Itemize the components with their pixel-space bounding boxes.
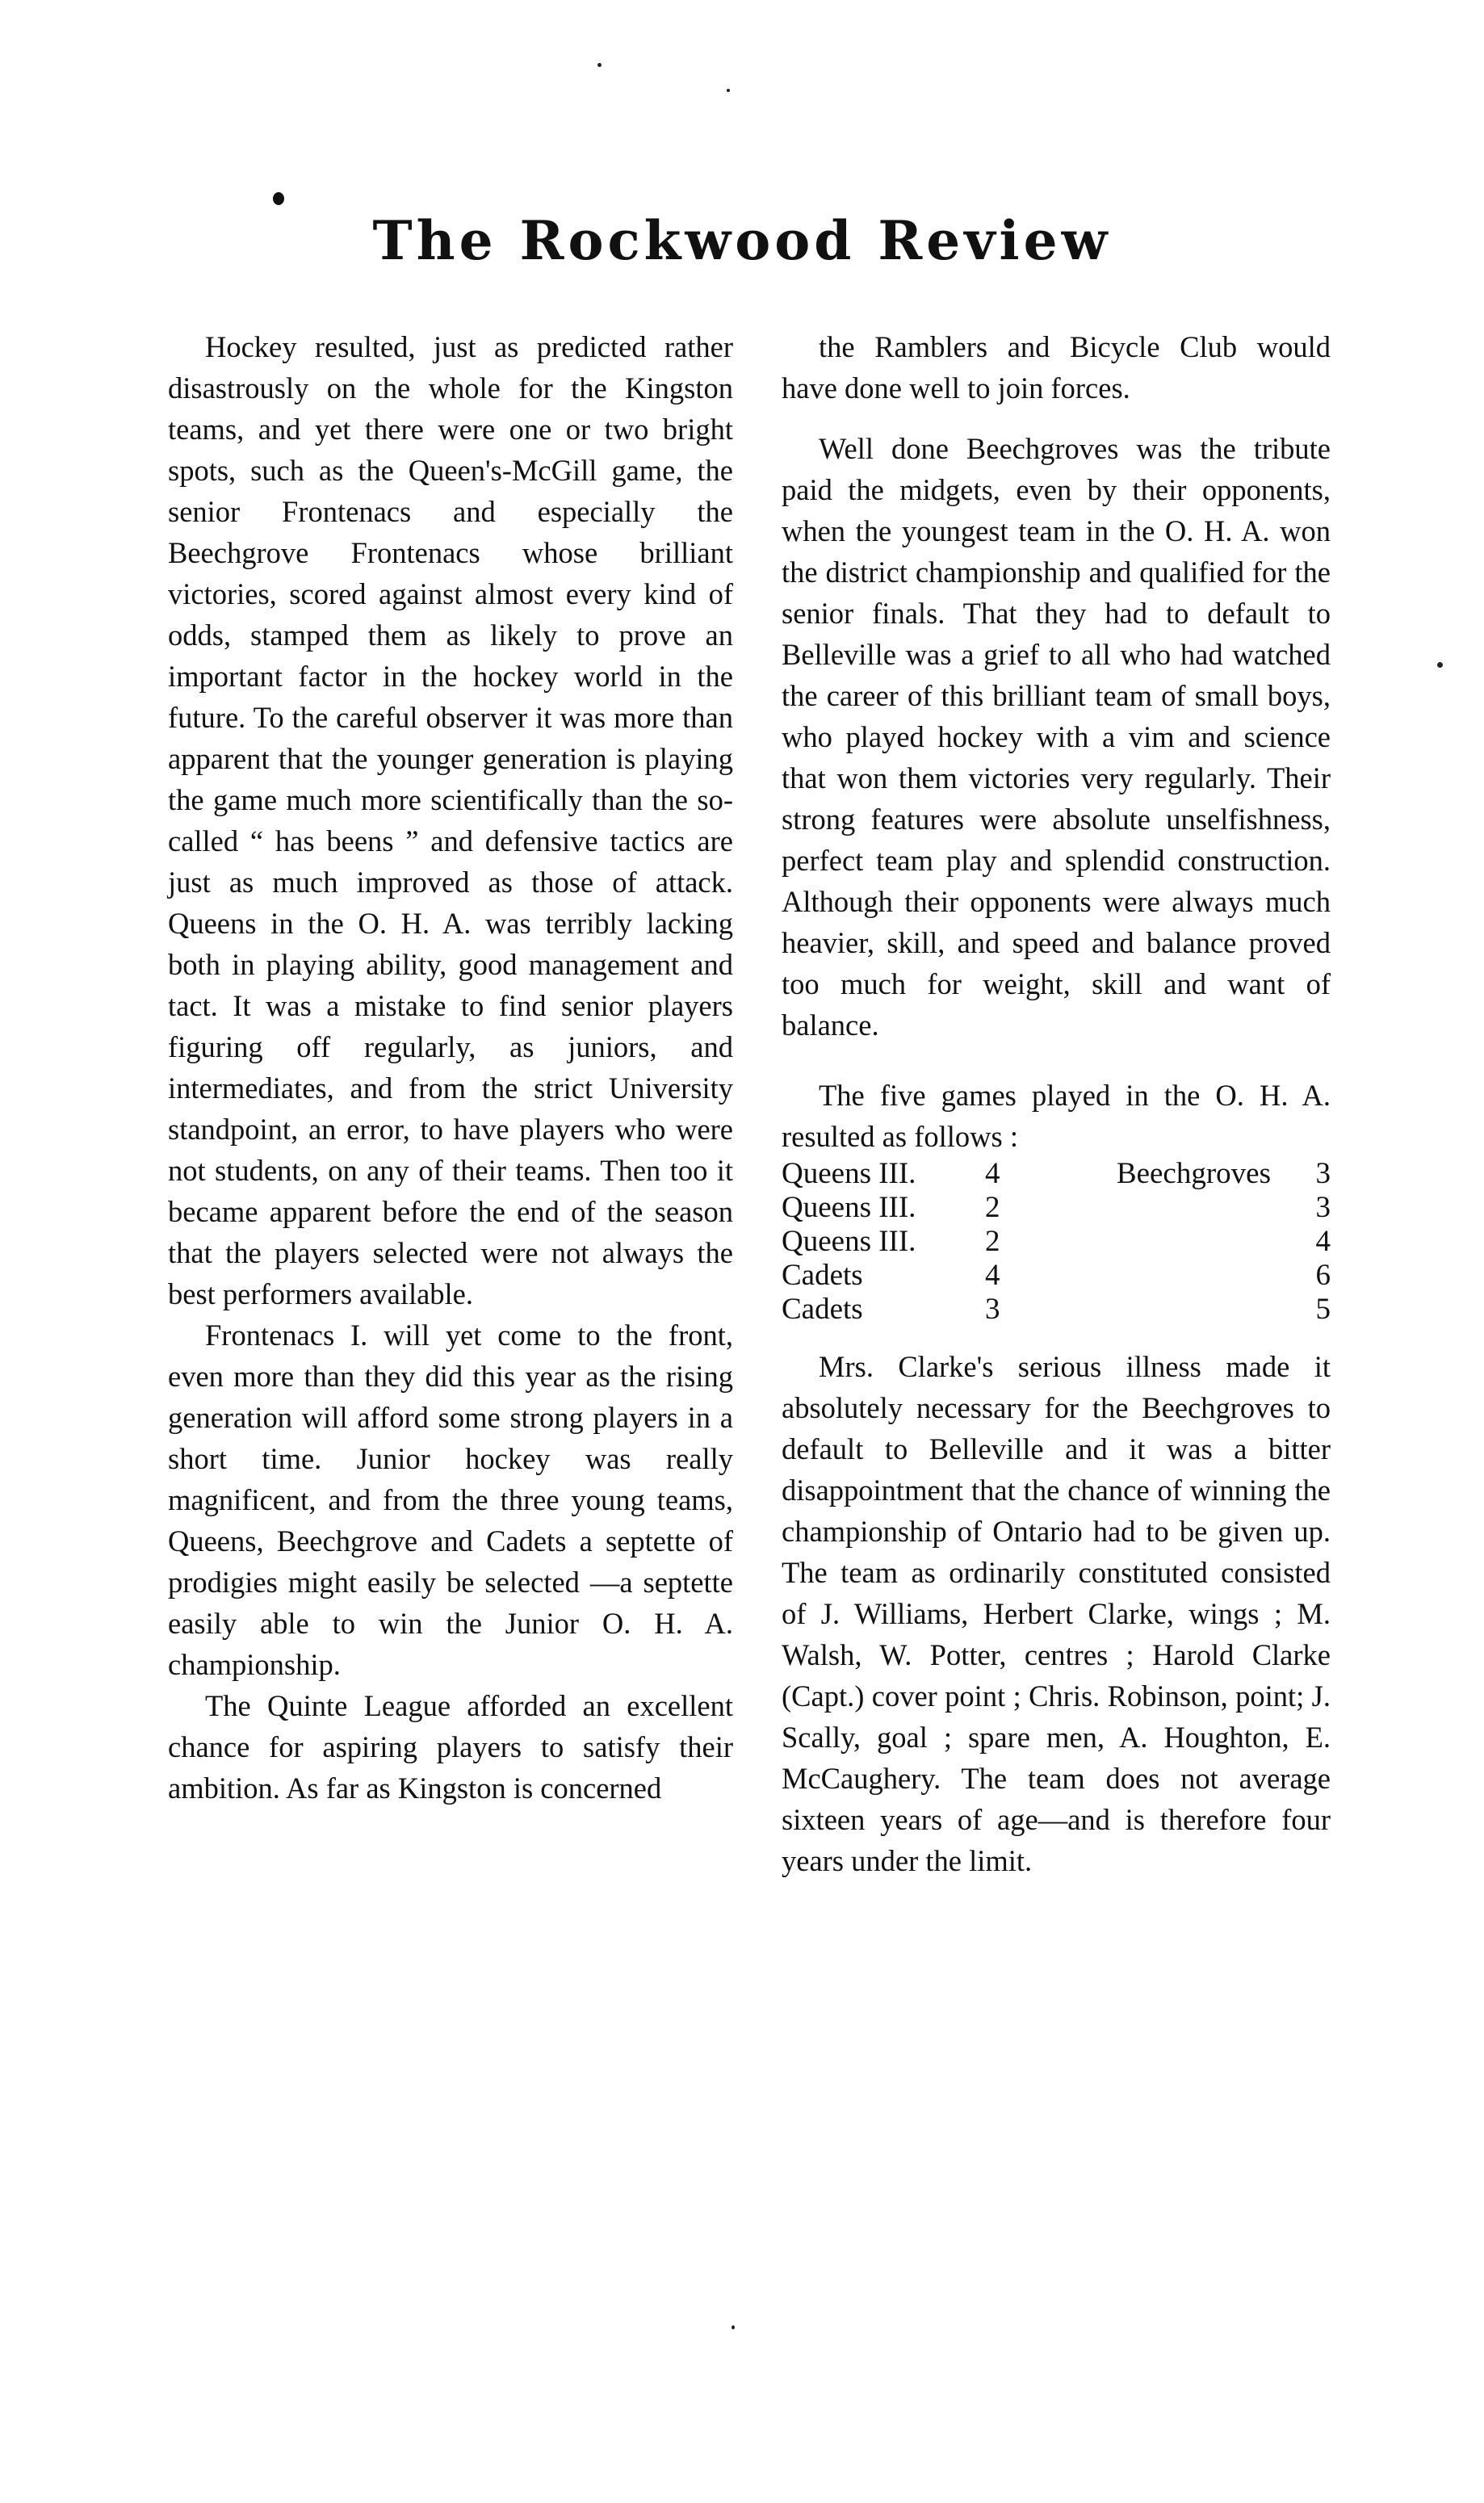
team-score: 3 — [985, 1293, 1000, 1326]
table-row — [782, 1157, 1331, 1191]
paragraph: Hockey resulted, just as predicted rather disastrously on the whole for the Kingston teams, and yet there were one or two bright spots, such as the Queen's-McGill game, the senior Frontenacs and especially the Beechgrove Frontenacs whose brilliant victories, scored against almost every kind of odds, stamped them as likely to prove an important factor in the hockey world in the future. To the careful observer it was more than apparent that the younger generation is playing the game much more scientifically than the so-called “ has beens ” and defensive tactics are just as much improved as those of attack. Queens in the O. H. A. was terribly lacking both in playing ability, good management and tact. It was a mistake to find senior players figuring off regularly, as juniors, and intermediates, and from the strict University standpoint, an error, to have players who were not students, on any of their teams. Then too it became apparent before the end of the season that the players selected were not always the best performers available. — [168, 330, 733, 1310]
paragraph: Frontenacs I. will yet come to the front, even more than they did this year as the rising generation will afford some strong players in a short time. Junior hockey was really magnificent, and from the three young teams, Queens, Beechgrove and Cadets a septette of prodigies might easily be selected —a septette easily able to win the Junior O. H. A. championship. — [168, 1319, 733, 1681]
team-score: 2 — [985, 1191, 1000, 1224]
team-name: Queens III. — [782, 1157, 916, 1190]
paragraph: Well done Beechgroves was the tribute paid the midgets, even by their opponents, when the youngest team in the O. H. A. won the district championship and qualified for the senior finals. That they had to default to Belleville was a grief to all who had watched the career of this brilliant team of small boys, who played hockey with a vim and science that won them victories very regularly. Their strong features were absolute unselfishness, perfect team play and splendid construction. Although their opponents were always much heavier, skill, and speed and balance proved too much for weight, skill and want of balance. — [782, 432, 1331, 1042]
paragraph: The five games played in the O. H. A. resulted as follows : — [782, 1079, 1331, 1153]
paragraph: the Ramblers and Bicycle Club would have done well to join forces. — [782, 330, 1331, 405]
team-score: 4 — [985, 1259, 1000, 1292]
paragraph: Mrs. Clarke's serious illness made it absolutely necessary for the Beechgroves to default to Belleville and it was a bitter disappointment that the chance of winning the championship of Ontario had to be given up. The team as ordinarily constituted consisted of J. Williams, Herbert Clarke, wings ; M. Walsh, W. Potter, centres ; Harold Clarke (Capt.) cover point ; Chris. Robinson, point; J. Scally, goal ; spare men, A. Houghton, E. McCaughery. The team does not average sixteen years of age—and is therefore four years under the limit. — [782, 1350, 1331, 1877]
article-column-left — [168, 326, 733, 1809]
team-name: Cadets — [782, 1259, 863, 1292]
opponent-score: 3 — [1315, 1191, 1331, 1224]
table-row — [782, 1259, 1331, 1293]
paragraph: The Quinte League afforded an excellent chance for aspiring players to satisfy their ambition. As far as Kingston is concerned — [168, 1689, 733, 1805]
opponent-score: 4 — [1315, 1225, 1331, 1258]
ornament-bullet — [273, 192, 284, 205]
table-row — [782, 1225, 1331, 1259]
team-score: 4 — [985, 1157, 1000, 1190]
opponent-score: 3 — [1315, 1157, 1331, 1190]
article-column-right — [782, 326, 1331, 1881]
table-row — [782, 1191, 1331, 1225]
opponent-score: 5 — [1315, 1293, 1331, 1326]
table-row — [782, 1293, 1331, 1327]
opponent-name: Beechgroves — [1116, 1157, 1271, 1190]
ink-speck — [732, 2325, 735, 2329]
team-name: Queens III. — [782, 1225, 916, 1258]
game-results-table — [782, 1157, 1331, 1327]
ink-speck — [727, 89, 730, 92]
ink-speck — [1437, 662, 1443, 668]
page-title: The Rockwood Review — [372, 209, 1112, 272]
team-score: 2 — [985, 1225, 1000, 1258]
team-name: Cadets — [782, 1293, 863, 1326]
team-name: Queens III. — [782, 1191, 916, 1224]
ink-speck — [597, 63, 602, 67]
opponent-score: 6 — [1315, 1259, 1331, 1292]
